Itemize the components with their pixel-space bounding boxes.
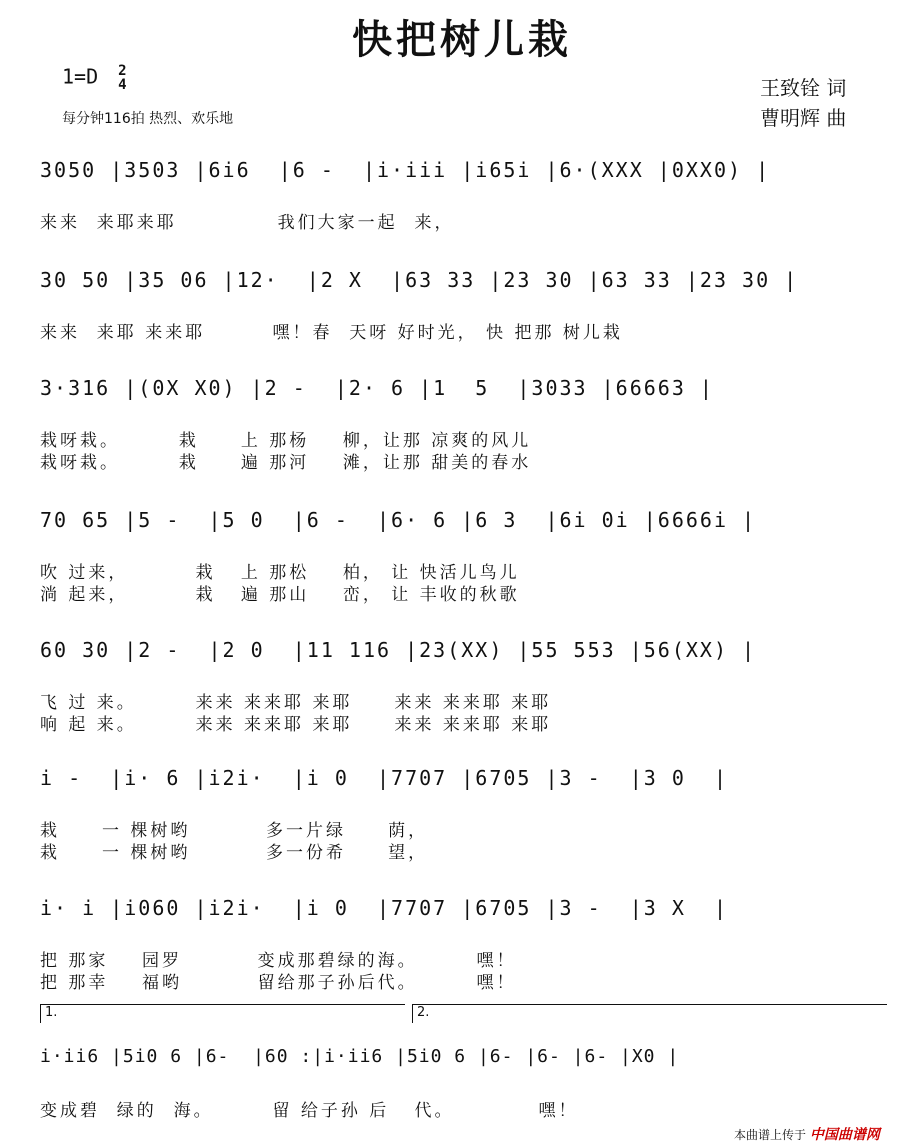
tempo-marking: 每分钟116拍 热烈、欢乐地	[62, 111, 234, 127]
notes-line: i·ii6 |5i0 6 |6- |60 :|i·ii6 |5i0 6 |6- |6- |6- |X0 |	[40, 1046, 680, 1067]
lyrics-line-2: 栽呀栽。 栽 遍 那河 滩，让那 甜美的春水	[40, 453, 532, 473]
lyrics-line-1: 栽 一 棵树哟 多一片绿 荫，	[40, 821, 429, 841]
lyrics-line-1: 变成碧 绿的 海。 留 给子孙 后 代。 嘿！	[40, 1101, 579, 1121]
lyrics-line-1: 把 那家 园罗 变成那碧绿的海。 嘿！	[40, 951, 517, 971]
lyrics-line-2: 栽 一 棵树哟 多一份希 望，	[40, 843, 429, 863]
footer-credit	[734, 1124, 880, 1144]
key-signature	[62, 64, 127, 92]
lyrics-line-2: 把 那幸 福哟 留给那子孙后代。 嘿！	[40, 973, 517, 993]
song-title: 快把树儿栽	[352, 16, 572, 63]
lyrics-line-1: 吹 过来， 栽 上 那松 柏， 让 快活儿鸟儿	[40, 563, 520, 583]
time-bottom: 4	[118, 77, 127, 93]
lyrics-line-1: 来来 来耶来耶 我们大家一起 来，	[40, 213, 455, 233]
lyrics-line-1: 栽呀栽。 栽 上 那杨 柳，让那 凉爽的风儿	[40, 431, 532, 451]
time-top: 2	[118, 63, 127, 79]
notes-line: i· i |i060 |i2i· |i 0 |7707 |6705 |3 - |3 X |	[40, 896, 729, 920]
lyrics-line-2: 淌 起来， 栽 遍 那山 峦， 让 丰收的秋歌	[40, 585, 520, 605]
footer-prefix: 本曲谱上传于	[734, 1128, 807, 1142]
lyrics-line-2: 响 起 来。 来来 来来耶 来耶 来来 来来耶 来耶	[40, 715, 552, 735]
key-text: 1=D	[62, 64, 99, 89]
lyrics-line-1: 来来 来耶 来来耶 嘿！春 天呀 好时光， 快 把那 树儿栽	[40, 323, 623, 343]
lyrics-line-1: 飞 过 来。 来来 来来耶 来耶 来来 来来耶 来耶	[40, 693, 552, 713]
notes-line: 70 65 |5 - |5 0 |6 - |6· 6 |6 3 |6i 0i |6666i |	[40, 508, 757, 532]
notes-line: 60 30 |2 - |2 0 |11 116 |23(XX) |55 553 |56(XX) |	[40, 638, 757, 662]
notes-line: 30 50 |35 06 |12· |2 X |63 33 |23 30 |63 33 |23 30 |	[40, 268, 799, 292]
notes-line: i - |i· 6 |i2i· |i 0 |7707 |6705 |3 - |3 0 |	[40, 766, 729, 790]
time-signature	[118, 64, 126, 92]
volta-second-ending: 2.	[412, 1004, 887, 1023]
notes-line: 3050 |3503 |6i6 |6 - |i·iii |i65i |6·(XXX |0XX0) |	[40, 158, 771, 182]
lyricist-credit: 王致铨 词	[760, 76, 847, 100]
notes-line: 3·316 |(0X X0) |2 - |2· 6 |1 5 |3033 |66663 |	[40, 376, 714, 400]
volta-first-ending: 1.	[40, 1004, 405, 1023]
composer-credit: 曹明辉 曲	[760, 106, 847, 130]
footer-site-logo: 中国曲谱网	[809, 1127, 880, 1143]
